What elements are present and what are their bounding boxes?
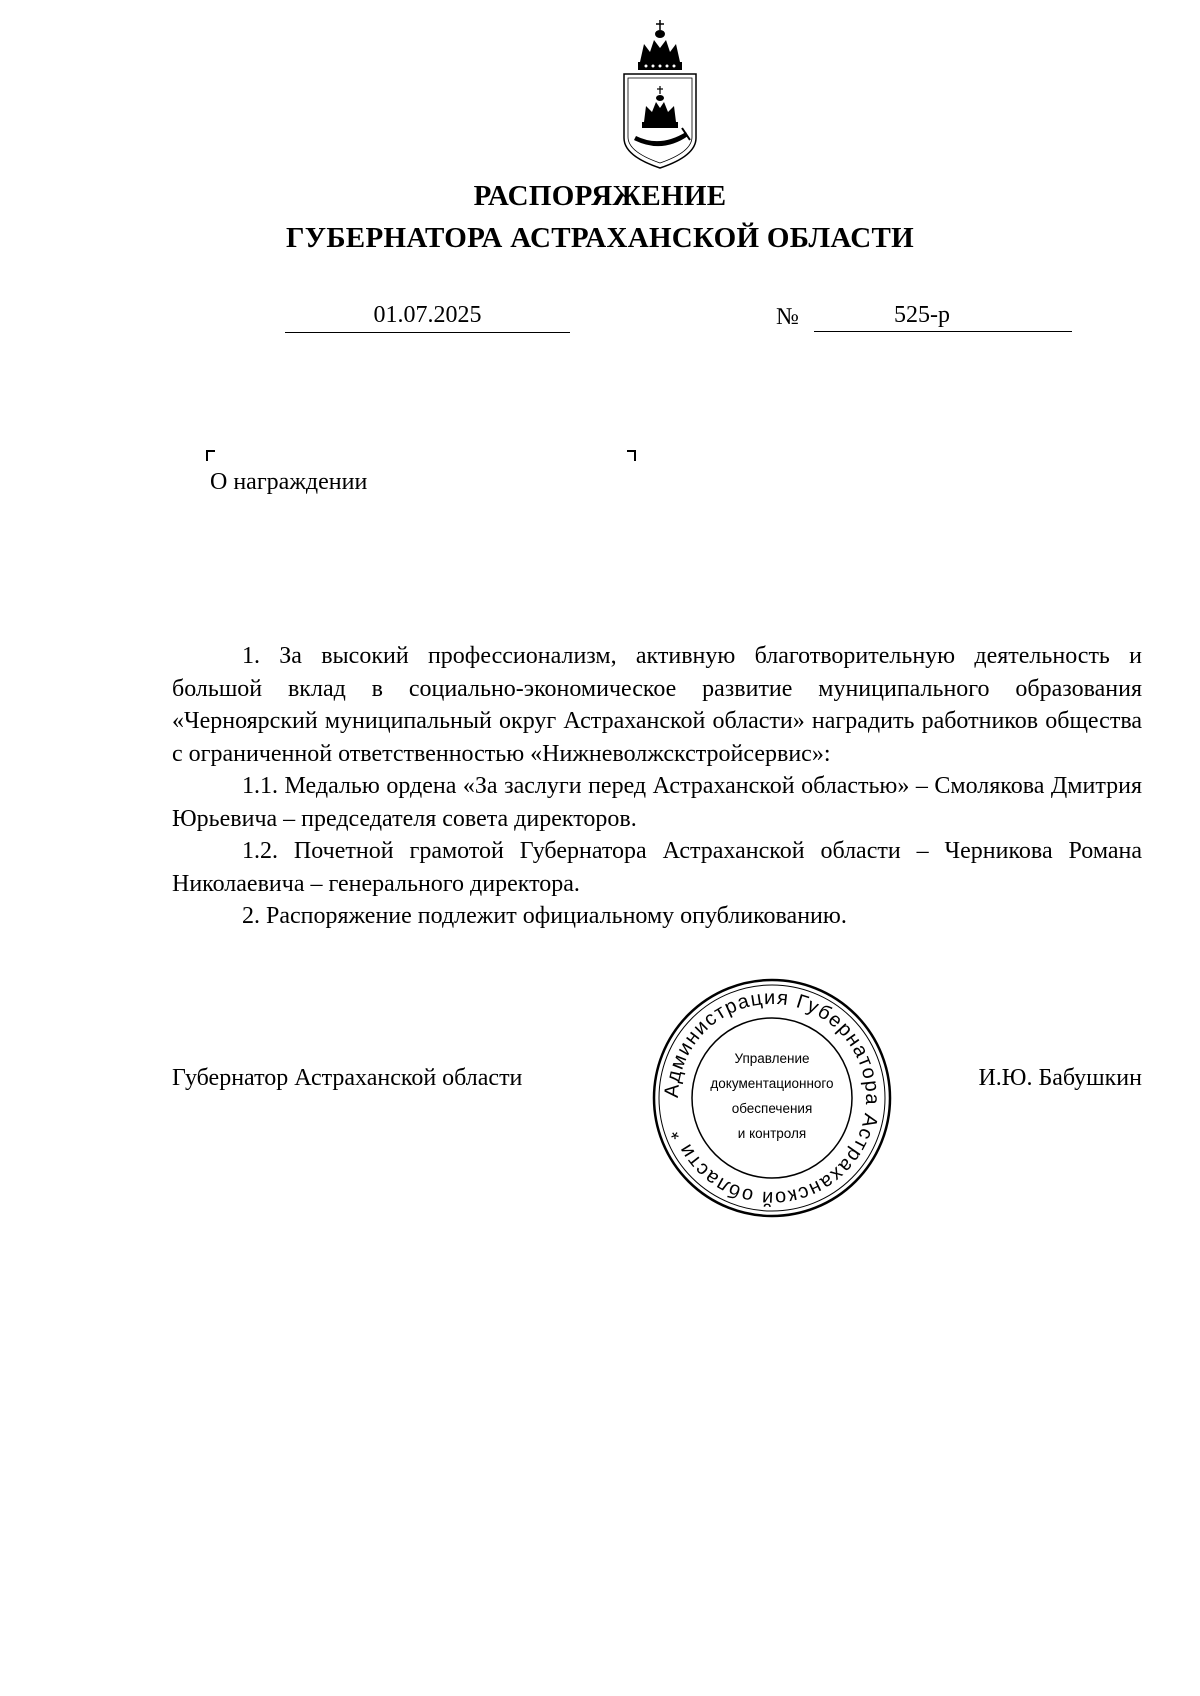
document-type-title: РАСПОРЯЖЕНИЕ [473, 180, 727, 212]
seal-inner-line-2: документационного [710, 1076, 834, 1091]
seal-inner-line-3: обеспечения [731, 1101, 813, 1116]
number-sign-label: № [776, 304, 799, 330]
document-date-field: 01.07.2025 [285, 298, 570, 333]
document-number-field: 525-р [814, 298, 1072, 332]
official-seal [652, 978, 892, 1218]
astrakhan-coat-of-arms-icon [618, 18, 702, 170]
document-subject: О награждении [210, 469, 368, 495]
issuer-title: ГУБЕРНАТОРА АСТРАХАНСКОЙ ОБЛАСТИ [286, 222, 914, 254]
signatory-name: И.Ю. Бабушкин [978, 1065, 1142, 1091]
subject-right-corner-mark [627, 450, 636, 461]
seal-inner-line-1: Управление [734, 1051, 810, 1066]
paragraph-1: 1. За высокий профессионализм, активную благотворительную деятельность и большой вклад в социально-экономическое развитие муниципального образования «Черноярский муниципальный округ Астраханской области» наградить работников общества с ограниченной ответственностью «Нижневолжскстройсервис»: [172, 643, 1142, 767]
seal-ring-text: Администрация Губернатора Астраханской области * [660, 986, 884, 1210]
document-body [172, 640, 1142, 933]
paragraph-2: 2. Распоряжение подлежит официальному опубликованию. [242, 903, 847, 929]
paragraph-1-1: 1.1. Медалью ордена «За заслуги перед Астраханской областью» – Смолякова Дмитрия Юрьевича – председателя совета директоров. [172, 773, 1142, 832]
signatory-position: Губернатор Астраханской области [172, 1065, 523, 1091]
subject-left-corner-mark [206, 450, 215, 461]
paragraph-1-2: 1.2. Почетной грамотой Губернатора Астраханской области – Черникова Романа Николаевича – генерального директора. [172, 838, 1142, 897]
seal-inner-line-4: и контроля [737, 1126, 807, 1141]
